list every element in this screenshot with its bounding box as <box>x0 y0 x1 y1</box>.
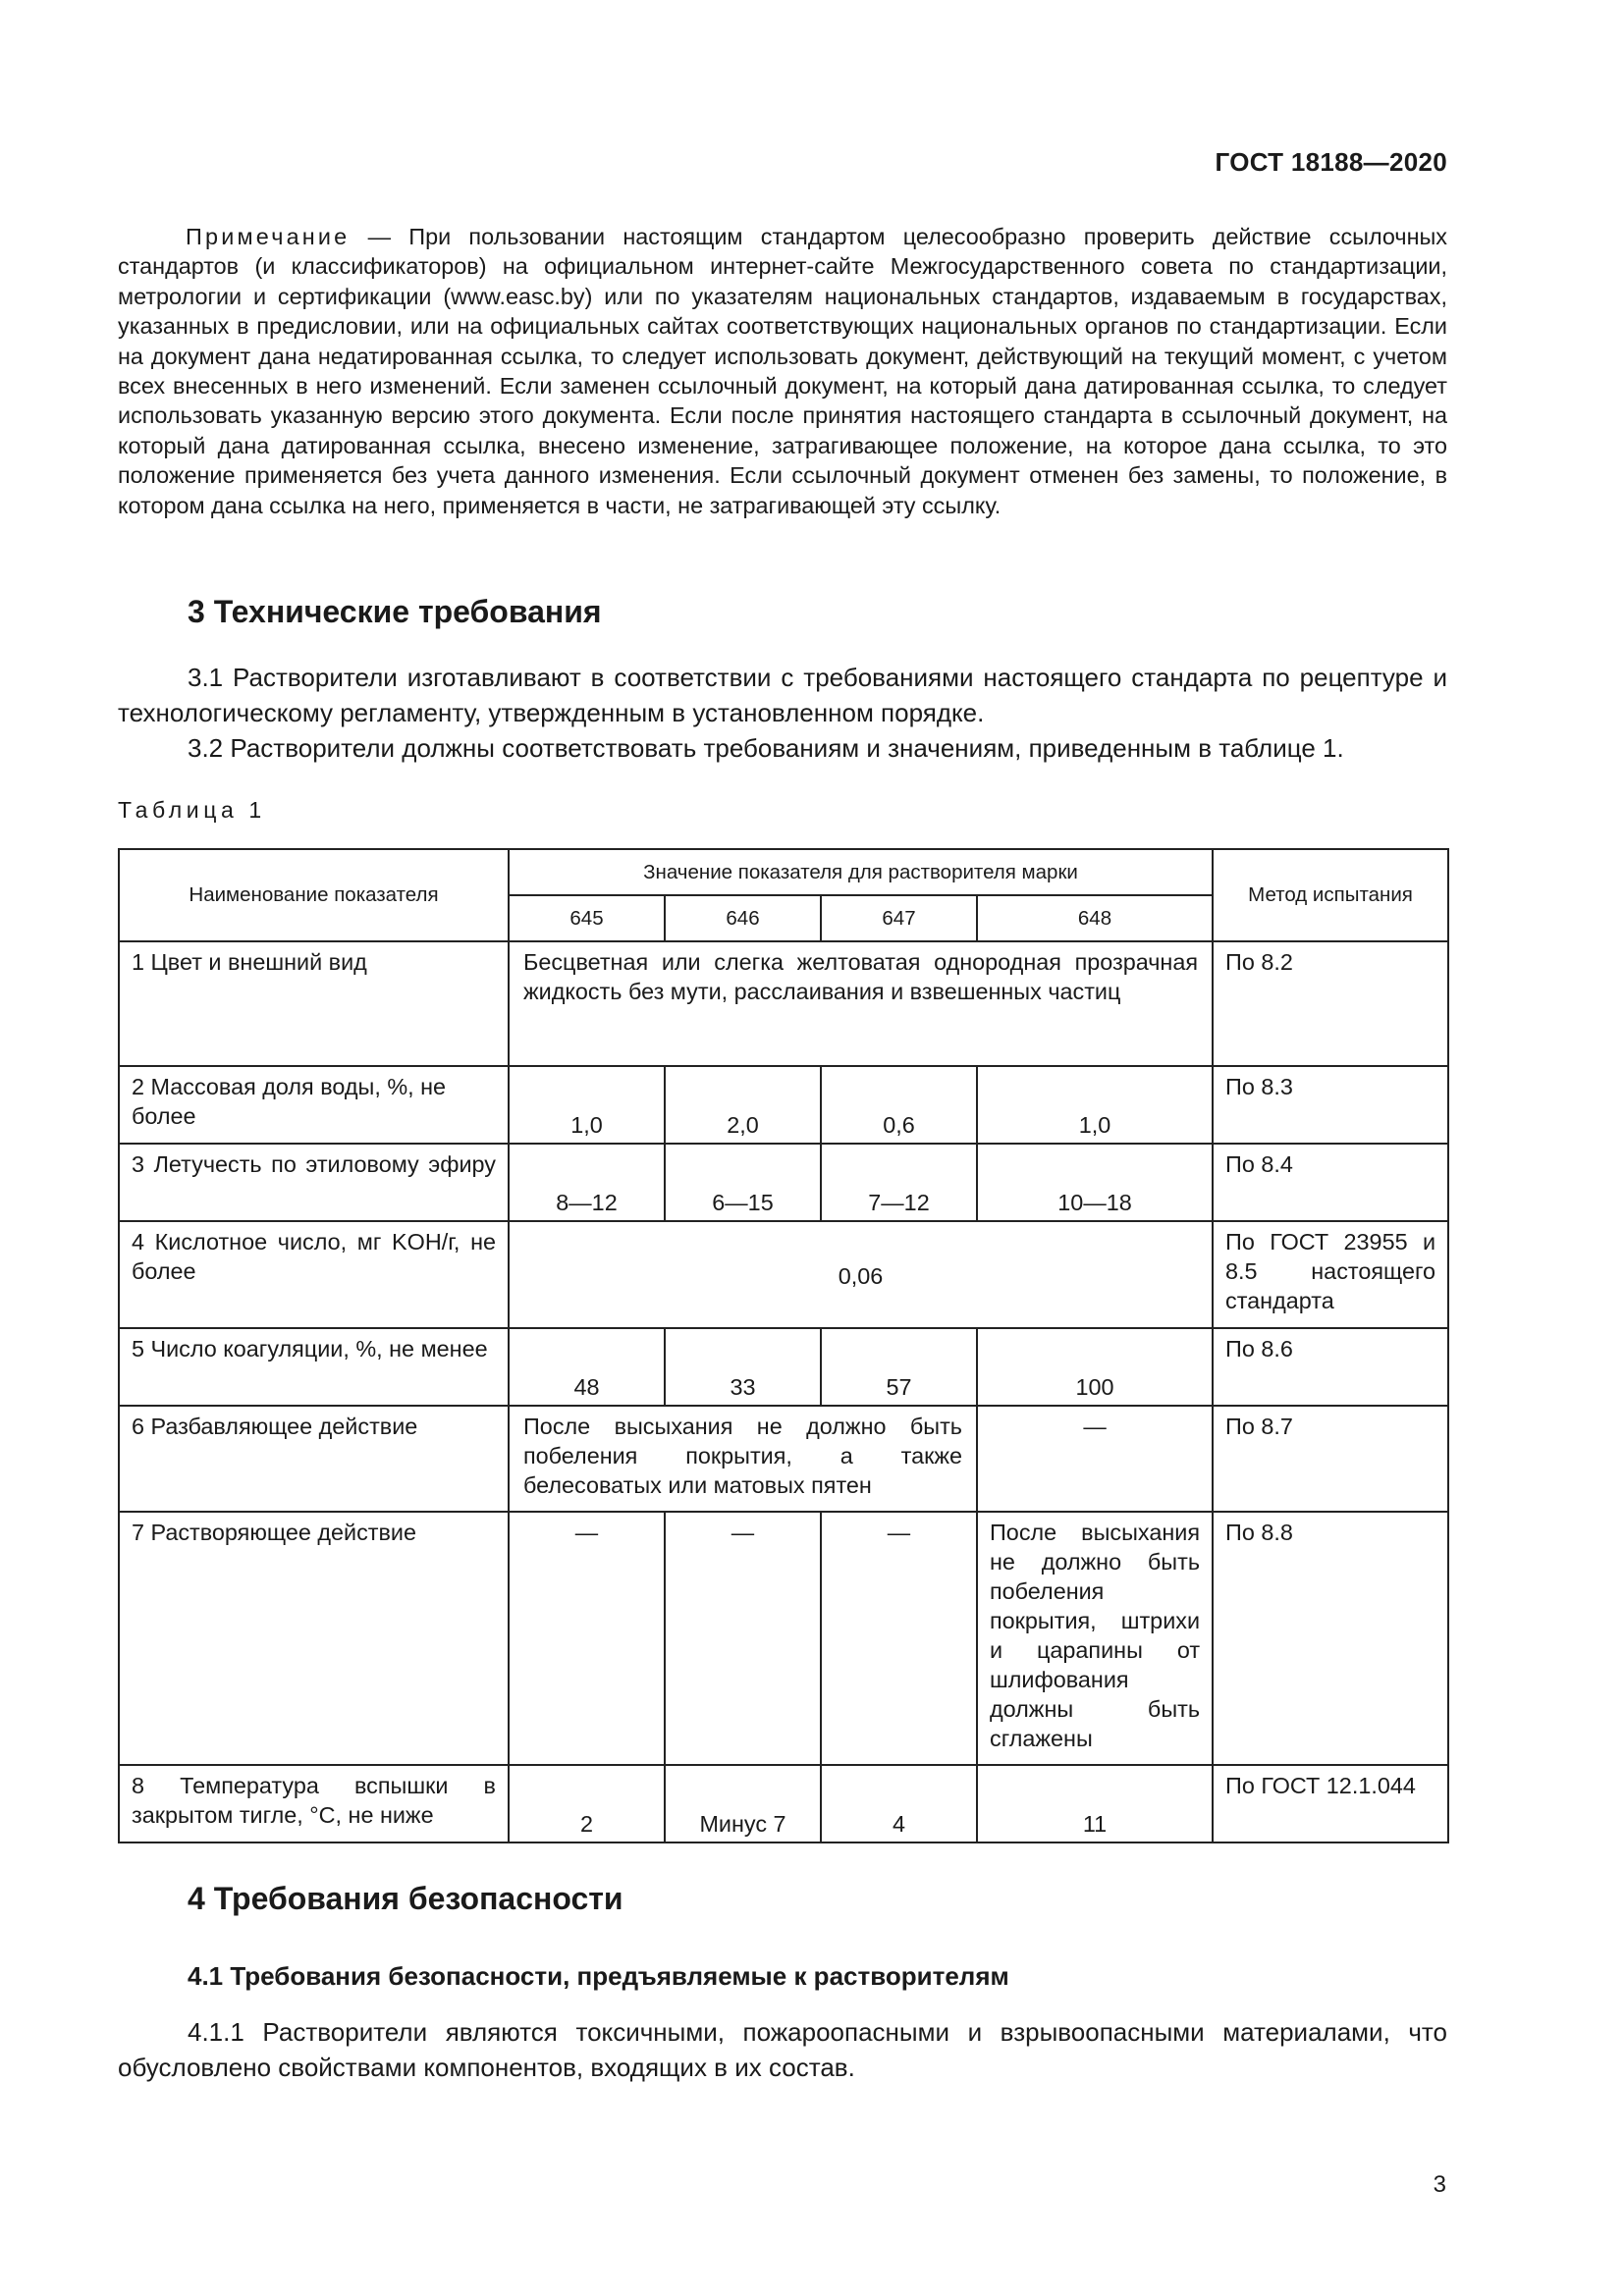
document-code: ГОСТ 18188—2020 <box>1215 147 1447 177</box>
row-1-name: 1 Цвет и внешний вид <box>119 941 509 1066</box>
row-5-name: 5 Число коагуляции, %, не менее <box>119 1328 509 1406</box>
table-row <box>119 1144 1448 1221</box>
row-8-value-646: Минус 7 <box>665 1765 821 1842</box>
table-row <box>119 1512 1448 1765</box>
row-3-method: По 8.4 <box>1213 1144 1448 1221</box>
row-4-method: По ГОСТ 23955 и 8.5 настоящего стандарта <box>1213 1221 1448 1328</box>
row-6-value-648: — <box>977 1406 1213 1512</box>
row-5-value-646: 33 <box>665 1328 821 1406</box>
row-2-value-647: 0,6 <box>821 1066 977 1144</box>
row-3-value-648: 10—18 <box>977 1144 1213 1221</box>
row-7-method: По 8.8 <box>1213 1512 1448 1765</box>
row-6-name: 6 Разбавляющее действие <box>119 1406 509 1512</box>
row-2-value-645: 1,0 <box>509 1066 665 1144</box>
header-test-method: Метод испытания <box>1213 849 1448 941</box>
row-7-value-646: — <box>665 1512 821 1765</box>
table-row <box>119 1221 1448 1328</box>
row-4-name: 4 Кислотное число, мг KOH/г, не более <box>119 1221 509 1328</box>
paragraph-3-1: 3.1 Растворители изготавливают в соответствии с требованиями настоящего стандарта по рецептуре и технологическому регламенту, утвержденным в установленном порядке. <box>118 663 1447 727</box>
row-1-method: По 8.2 <box>1213 941 1448 1066</box>
row-3-value-647: 7—12 <box>821 1144 977 1221</box>
table-row <box>119 941 1448 1066</box>
section-4-title: 4 Требования безопасности <box>188 1881 623 1916</box>
row-5-value-647: 57 <box>821 1328 977 1406</box>
row-6-value-645-647: После высыхания не должно быть побеления покрытия, а также белесоватых или матовых пятен <box>509 1406 977 1512</box>
paragraph-4-1-1: 4.1.1 Растворители являются токсичными, пожароопасными и взрывоопасными материалами, что обусловлено свойствами компонентов, входящих в их состав. <box>118 2017 1447 2082</box>
header-value-group: Значение показателя для растворителя марки <box>509 849 1213 895</box>
row-2-method: По 8.3 <box>1213 1066 1448 1144</box>
row-5-value-645: 48 <box>509 1328 665 1406</box>
subsection-4-1-title: 4.1 Требования безопасности, предъявляемые к растворителям <box>188 1961 1009 1991</box>
row-3-value-646: 6—15 <box>665 1144 821 1221</box>
row-7-value-645: — <box>509 1512 665 1765</box>
row-5-value-648: 100 <box>977 1328 1213 1406</box>
row-6-method: По 8.7 <box>1213 1406 1448 1512</box>
note-label: Примечание <box>186 224 351 249</box>
table-row <box>119 1066 1448 1144</box>
table-row <box>119 1406 1448 1512</box>
header-grade-647: 647 <box>821 895 977 941</box>
row-1-value: Бесцветная или слегка желтоватая однородная прозрачная жидкость без мути, расслаивания и взвешенных частиц <box>509 941 1213 1066</box>
row-2-value-648: 1,0 <box>977 1066 1213 1144</box>
header-grade-646: 646 <box>665 895 821 941</box>
row-4-value: 0,06 <box>509 1221 1213 1328</box>
header-grade-648: 648 <box>977 895 1213 941</box>
row-7-value-647: — <box>821 1512 977 1765</box>
table-header-row <box>119 849 1448 895</box>
row-5-method: По 8.6 <box>1213 1328 1448 1406</box>
section-3-title: 3 Технические требования <box>188 594 602 629</box>
requirements-table <box>118 848 1449 1843</box>
paragraph-3-2: 3.2 Растворители должны соответствовать требованиям и значениям, приведенным в таблице 1. <box>188 733 1344 763</box>
row-3-name: 3 Летучесть по этиловому эфиру <box>119 1144 509 1221</box>
header-indicator-name: Наименование показателя <box>119 849 509 941</box>
row-7-value-648: После высыхания не должно быть побеления покрытия, штрихи и царапины от шлифования должны быть сглажены <box>977 1512 1213 1765</box>
table-row <box>119 1328 1448 1406</box>
header-grade-645: 645 <box>509 895 665 941</box>
table-caption: Таблица 1 <box>118 797 266 823</box>
row-8-name: 8 Температура вспышки в закрытом тигле, °С, не ниже <box>119 1765 509 1842</box>
row-8-method: По ГОСТ 12.1.044 <box>1213 1765 1448 1842</box>
note-paragraph <box>118 222 1447 520</box>
row-2-value-646: 2,0 <box>665 1066 821 1144</box>
row-8-value-648: 11 <box>977 1765 1213 1842</box>
row-2-name: 2 Массовая доля воды, %, не более <box>119 1066 509 1144</box>
row-7-name: 7 Растворяющее действие <box>119 1512 509 1765</box>
page-number: 3 <box>1433 2171 1446 2198</box>
row-8-value-647: 4 <box>821 1765 977 1842</box>
table-row <box>119 1765 1448 1842</box>
row-3-value-645: 8—12 <box>509 1144 665 1221</box>
row-8-value-645: 2 <box>509 1765 665 1842</box>
note-text: — При пользовании настоящим стандартом целесообразно проверить действие ссылочных стандартов (и классификаторов) на официальном интернет-сайте Межгосударственного совета по стандартизации, метрологии и сертификации (www.easc.by) или по указателям национальных стандартов, издаваемым в государствах, указанных в предисловии, или на официальных сайтах соответствующих национальных органов по стандартизации. Если на документ дана недатированная ссылка, то следует использовать документ, действующий на текущий момент, с учетом всех внесенных в него изменений. Если заменен ссылочный документ, на который дана датированная ссылка, то следует использовать указанную версию этого документа. Если после принятия настоящего стандарта в ссылочный документ, на который дана датированная ссылка, внесено изменение, затрагивающее положение, на которое дана ссылка, то это положение применяется без учета данного изменения. Если ссылочный документ отменен без замены, то положение, в котором дана ссылка на него, применяется в части, не затрагивающей эту ссылку. <box>118 224 1447 518</box>
